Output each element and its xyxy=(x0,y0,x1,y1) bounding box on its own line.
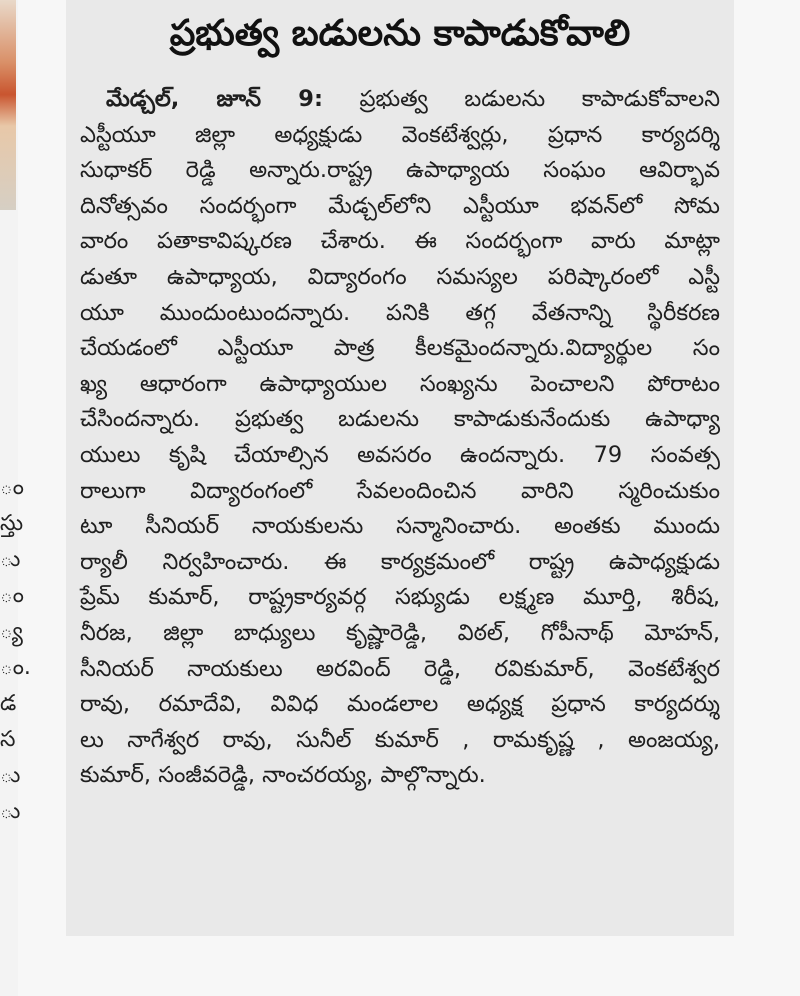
article-line: లు నాగేశ్వర రావు, సునీల్ కుమార్ , రామకృష్ణ , అంజయ్య, xyxy=(80,726,720,753)
article-line: దినోత్సవం సందర్భంగా మేడ్చల్‌లోని ఎస్టీయూ భవన్‌లో సోమ xyxy=(80,192,720,219)
article-line: వారం పతాకావిష్కరణ చేశారు. ఈ సందర్భంగా వారు మాట్లా xyxy=(80,228,720,255)
article-line: సీనియర్ నాయకులు అరవింద్ రెడ్డి, రవికుమార్, వెంకటేశ్వర xyxy=(80,655,720,682)
adjacent-text-fragment xyxy=(0,470,31,830)
article-line: యులు కృషి చేయాల్సిన అవసరం ఉందన్నారు. 79 సంవత్స xyxy=(80,441,720,468)
adjacent-glyph: డ xyxy=(0,691,17,716)
adjacent-glyph: స్తు xyxy=(0,511,24,536)
article-line: రాలుగా విద్యారంగంలో సేవలందించిన వారిని స్మరించుకుం xyxy=(80,477,720,504)
adjacent-glyph: ు xyxy=(0,799,21,824)
article-line: డుతూ ఉపాధ్యాయ, విద్యారంగం సమస్యల పరిష్కారంలో ఎస్టీ xyxy=(80,263,720,290)
article-line: కుమార్, సంజీవరెడ్డి, నాంచరయ్య, పాల్గొన్నారు. xyxy=(80,762,486,789)
article-line: రావు, రమాదేవి, వివిధ మండలాల అధ్యక్ష ప్రధాన కార్యదర్శు xyxy=(80,691,720,718)
article-body xyxy=(80,82,720,794)
article-line: నీరజ, జిల్లా బాధ్యులు కృష్ణారెడ్డి, విఠల్, గోపీనాథ్ మోహన్, xyxy=(80,619,720,646)
adjacent-column-fragment xyxy=(0,0,31,996)
article-line: ప్రేమ్ కుమార్, రాష్ట్రకార్యవర్గ సభ్యుడు లక్ష్మణ మూర్తి, శిరీష, xyxy=(80,584,720,611)
article-line: సుధాకర్ రెడ్డి అన్నారు.రాష్ట్ర ఉపాధ్యాయ సంఘం ఆవిర్భావ xyxy=(80,157,720,184)
article-line-text: ప్రభుత్వ బడులను కాపాడుకోవాలని xyxy=(359,86,720,112)
adjacent-glyph: ్య xyxy=(0,619,23,644)
article-line: చేయడంలో ఎస్టీయూ పాత్ర కీలకమైందన్నారు.విద్యార్థుల సం xyxy=(80,335,720,362)
article-headline: ప్రభుత్వ బడులను కాపాడుకోవాలి xyxy=(169,13,631,54)
adjacent-glyph: స xyxy=(0,727,16,752)
adjacent-glyph: ు xyxy=(0,763,21,788)
article-line: టూ సీనియర్ నాయకులను సన్మానించారు. అంతకు ముందు xyxy=(80,513,720,540)
article-dateline: మేడ్చల్, జూన్ 9: xyxy=(106,86,323,112)
adjacent-glyph: ు xyxy=(0,547,21,572)
adjacent-glyph: ం xyxy=(0,475,24,500)
article-line: ర్యాలీ నిర్వహించారు. ఈ కార్యక్రమంలో రాష్ట్ర ఉపాధ్యక్షుడు xyxy=(80,548,720,575)
adjacent-photo-fragment xyxy=(0,0,16,210)
news-article xyxy=(66,0,734,936)
article-line: ఖ్య ఆధారంగా ఉపాధ్యాయుల సంఖ్యను పెంచాలని పోరాటం xyxy=(80,370,720,397)
article-line: చేసిందన్నారు. ప్రభుత్వ బడులను కాపాడుకునేందుకు ఉపాధ్యా xyxy=(80,406,720,433)
article-line: యూ ముందుంటుందన్నారు. పనికి తగ్గ వేతనాన్ని స్థిరీకరణ xyxy=(80,299,720,326)
adjacent-glyph: ం. xyxy=(0,655,31,680)
article-line: ఎస్టీయూ జిల్లా అధ్యక్షుడు వెంకటేశ్వర్లు, ప్రధాన కార్యదర్శి xyxy=(80,121,720,148)
article-line xyxy=(80,82,720,118)
adjacent-glyph: ం xyxy=(0,583,24,608)
